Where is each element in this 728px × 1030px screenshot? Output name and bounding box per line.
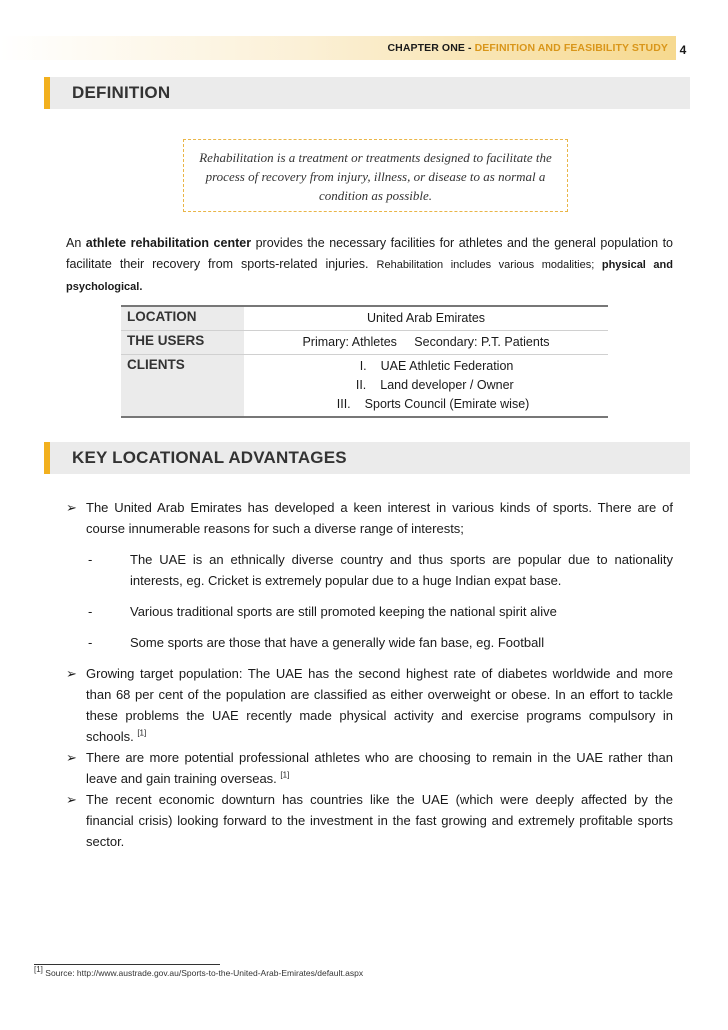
list-item bbox=[244, 357, 608, 376]
subitem-text: Some sports are those that have a generally wide fan base, eg. Football bbox=[130, 635, 545, 650]
clients-label: CLIENTS bbox=[121, 355, 244, 416]
page-number: 4 bbox=[679, 43, 687, 57]
clients-list bbox=[244, 357, 608, 414]
definition-paragraph bbox=[66, 233, 673, 298]
definition-quote-box bbox=[183, 139, 568, 212]
list-item bbox=[66, 789, 673, 852]
para-small: Rehabilitation includes various modalities; bbox=[376, 259, 602, 271]
reference-marker: [1] bbox=[280, 770, 290, 780]
bullet-text: The United Arab Emirates has developed a keen interest in various kinds of sports. There are of course innumerable reasons for such a diverse range of interests; bbox=[86, 500, 673, 536]
footnote-divider bbox=[34, 964, 220, 965]
list-item bbox=[66, 601, 673, 622]
list-item bbox=[244, 376, 608, 395]
arrow-bullet-icon: ➢ bbox=[66, 666, 77, 681]
chapter-header bbox=[387, 42, 668, 54]
definition-quote: Rehabilitation is a treatment or treatments designed to facilitate the process of recovery from injury, illness, or disease to as normal a condition as possible. bbox=[199, 150, 552, 203]
arrow-bullet-icon: ➢ bbox=[66, 750, 77, 765]
arrow-bullet-icon: ➢ bbox=[66, 792, 77, 807]
list-item bbox=[66, 663, 673, 747]
list-item bbox=[66, 747, 673, 789]
advantages-heading: KEY LOCATIONAL ADVANTAGES bbox=[72, 448, 347, 467]
list-item bbox=[66, 497, 673, 539]
para-an: An bbox=[66, 236, 86, 250]
footnote-text: Source: http://www.austrade.gov.au/Sports-to-the-United-Arab-Emirates/default.aspx bbox=[45, 968, 364, 978]
bullet-text: Growing target population: The UAE has the second highest rate of diabetes worldwide and more than 68 per cent of the population are classified as either overweight or obese. In an effort to tackle these problems the UAE recently made physical activity and exercise programs compulsory in schools. bbox=[86, 666, 673, 744]
dash-bullet: - bbox=[88, 552, 93, 567]
bullet-text: The recent economic downturn has countries like the UAE (which were deeply affected by the financial crisis) looking forward to the investment in the fast growing and extremely profitable sports sector. bbox=[86, 792, 673, 849]
client-name: UAE Athletic Federation bbox=[380, 359, 514, 373]
list-item bbox=[66, 549, 673, 591]
para-main: provides the necessary facilities for athletes and the general population to facilitate their recovery from sports-related injuries. bbox=[66, 236, 674, 271]
location-label: LOCATION bbox=[121, 307, 244, 330]
client-name: Sports Council (Emirate wise) bbox=[364, 397, 530, 411]
project-info-table bbox=[121, 305, 608, 418]
arrow-bullet-icon: ➢ bbox=[66, 500, 77, 515]
definition-heading: DEFINITION bbox=[72, 83, 171, 102]
users-label: THE USERS bbox=[121, 331, 244, 354]
para-small-bold: physical and psychological. bbox=[66, 259, 673, 293]
subitem-text: Various traditional sports are still promoted keeping the national spirit alive bbox=[130, 604, 557, 619]
table-row bbox=[121, 307, 608, 331]
users-value: Primary: Athletes Secondary: P.T. Patients bbox=[302, 335, 550, 349]
table-row bbox=[121, 355, 608, 416]
bullet-text: There are more potential professional athletes who are choosing to remain in the UAE rather than leave and gain training overseas. bbox=[86, 750, 673, 786]
definition-section-bar bbox=[44, 77, 690, 109]
advantages-list bbox=[66, 497, 673, 852]
location-value: United Arab Emirates bbox=[366, 311, 486, 325]
para-bold-term: athlete rehabilitation center bbox=[85, 236, 252, 250]
footnote bbox=[34, 965, 364, 978]
footnote-marker: [1] bbox=[34, 965, 43, 975]
dash-bullet: - bbox=[88, 635, 93, 650]
client-number: III. bbox=[336, 397, 351, 411]
clients-value bbox=[244, 355, 608, 416]
list-item bbox=[244, 395, 608, 414]
dash-bullet: - bbox=[88, 604, 93, 619]
advantages-section-bar bbox=[44, 442, 690, 474]
table-row bbox=[121, 331, 608, 355]
subitem-text: The UAE is an ethnically diverse country and thus sports are popular due to nationality interests, eg. Cricket is extremely popular due to a huge Indian expat base. bbox=[130, 552, 673, 588]
chapter-subtitle: DEFINITION AND FEASIBILITY STUDY bbox=[474, 42, 668, 54]
list-item bbox=[66, 632, 673, 653]
chapter-separator: - bbox=[464, 42, 475, 54]
chapter-label: CHAPTER ONE bbox=[387, 42, 465, 54]
client-name: Land developer / Owner bbox=[380, 378, 514, 392]
client-number: I. bbox=[359, 359, 367, 373]
reference-marker: [1] bbox=[137, 728, 147, 738]
client-number: II. bbox=[355, 378, 367, 392]
